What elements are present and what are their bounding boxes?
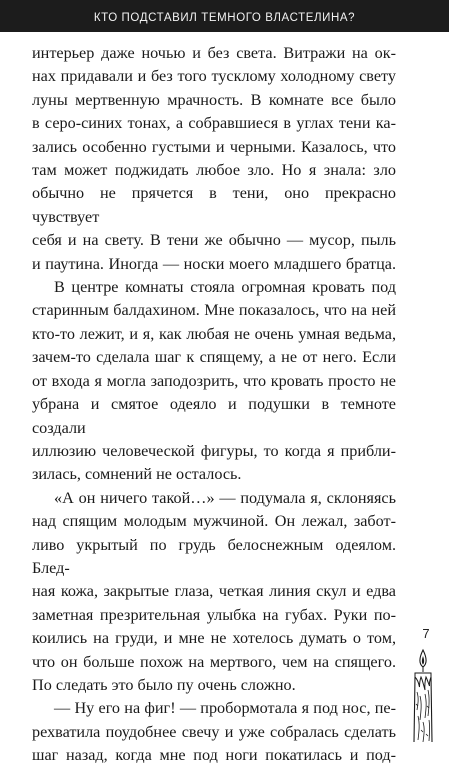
- paragraph-1: [32, 42, 396, 276]
- text-line: ная кожа, закрытые глаза, четкая линия скул и едва: [32, 582, 396, 601]
- text-line: кто-то лежит, и я, как любая не очень умная ведьма,: [32, 324, 396, 343]
- text-line: над спящим молодым мужчиной. Он лежал, забот-: [32, 512, 396, 531]
- text-line: рехватила поудобнее свечу и уже собралась сделать: [32, 722, 396, 741]
- running-head: КТО ПОДСТАВИЛ ТЕМНОГО ВЛАСТЕЛИНА?: [93, 12, 356, 24]
- text-line: и паутина. Иногда — носки моего младшего братца.: [32, 254, 396, 273]
- text-line: в серо-синих тонах, а собравшиеся в углах тени ка-: [32, 114, 396, 133]
- text-line: интерьер даже ночью и без света. Витражи на ок-: [32, 44, 396, 62]
- text-line: обычно не прячется в тени, оно прекрасно чувствует: [32, 184, 396, 226]
- text-line: зилась, сомнений не осталось.: [32, 465, 242, 484]
- text-line: себя и на свету. В тени же обычно — мусор, пыль: [32, 231, 396, 250]
- text-line: от входа я могла заподозрить, что кровать просто не: [32, 371, 396, 390]
- candle-icon: [406, 646, 440, 746]
- text-line: нах придавали и без того тусклому холодному свету: [32, 67, 396, 86]
- paragraph-2: [32, 276, 396, 487]
- text-line: В центре комнаты стояла огромная кровать под: [54, 278, 396, 297]
- text-line: убрана и смятое одеяло и подушки в темноте создали: [32, 395, 396, 437]
- text-line: коились на груди, и мне не хотелось думать о том,: [32, 629, 396, 648]
- text-line: там может поджидать любое зло. Но я знала: зло: [32, 161, 396, 180]
- text-line: заметная презрительная улыбка на губах. Руки по-: [32, 605, 396, 624]
- text-line: зачем-то сделала шаг к спящему, а не от него. Если: [32, 348, 396, 367]
- text-line: что он больше похож на мертвого, чем на спящего.: [32, 652, 396, 671]
- paragraph-3: [32, 487, 396, 698]
- text-line: шаг назад, когда мне под ноги покатилась и под-: [32, 746, 396, 765]
- text-line: старинным балдахином. Мне показалось, что на ней: [32, 301, 396, 320]
- paragraph-4: [32, 697, 396, 767]
- body-text: [32, 42, 396, 768]
- page-number: 7: [422, 626, 430, 641]
- text-line: «А он ничего такой…» — подумала я, склоняясь: [54, 488, 396, 507]
- text-line: По следать это было пу очень сложно.: [32, 675, 296, 694]
- text-line: иллюзию человеческой фигуры, то когда я прибли-: [32, 441, 396, 460]
- text-line: луны мертвенную мрачность. В комнате все было: [32, 90, 396, 109]
- text-line: ливо укрытый по грудь белоснежным одеялом. Блед-: [32, 535, 396, 577]
- text-line: зались особенно густыми и черными. Казалось, что: [32, 137, 396, 156]
- text-line: — Ну его на фиг! — пробормотала я под нос, пе-: [54, 699, 396, 718]
